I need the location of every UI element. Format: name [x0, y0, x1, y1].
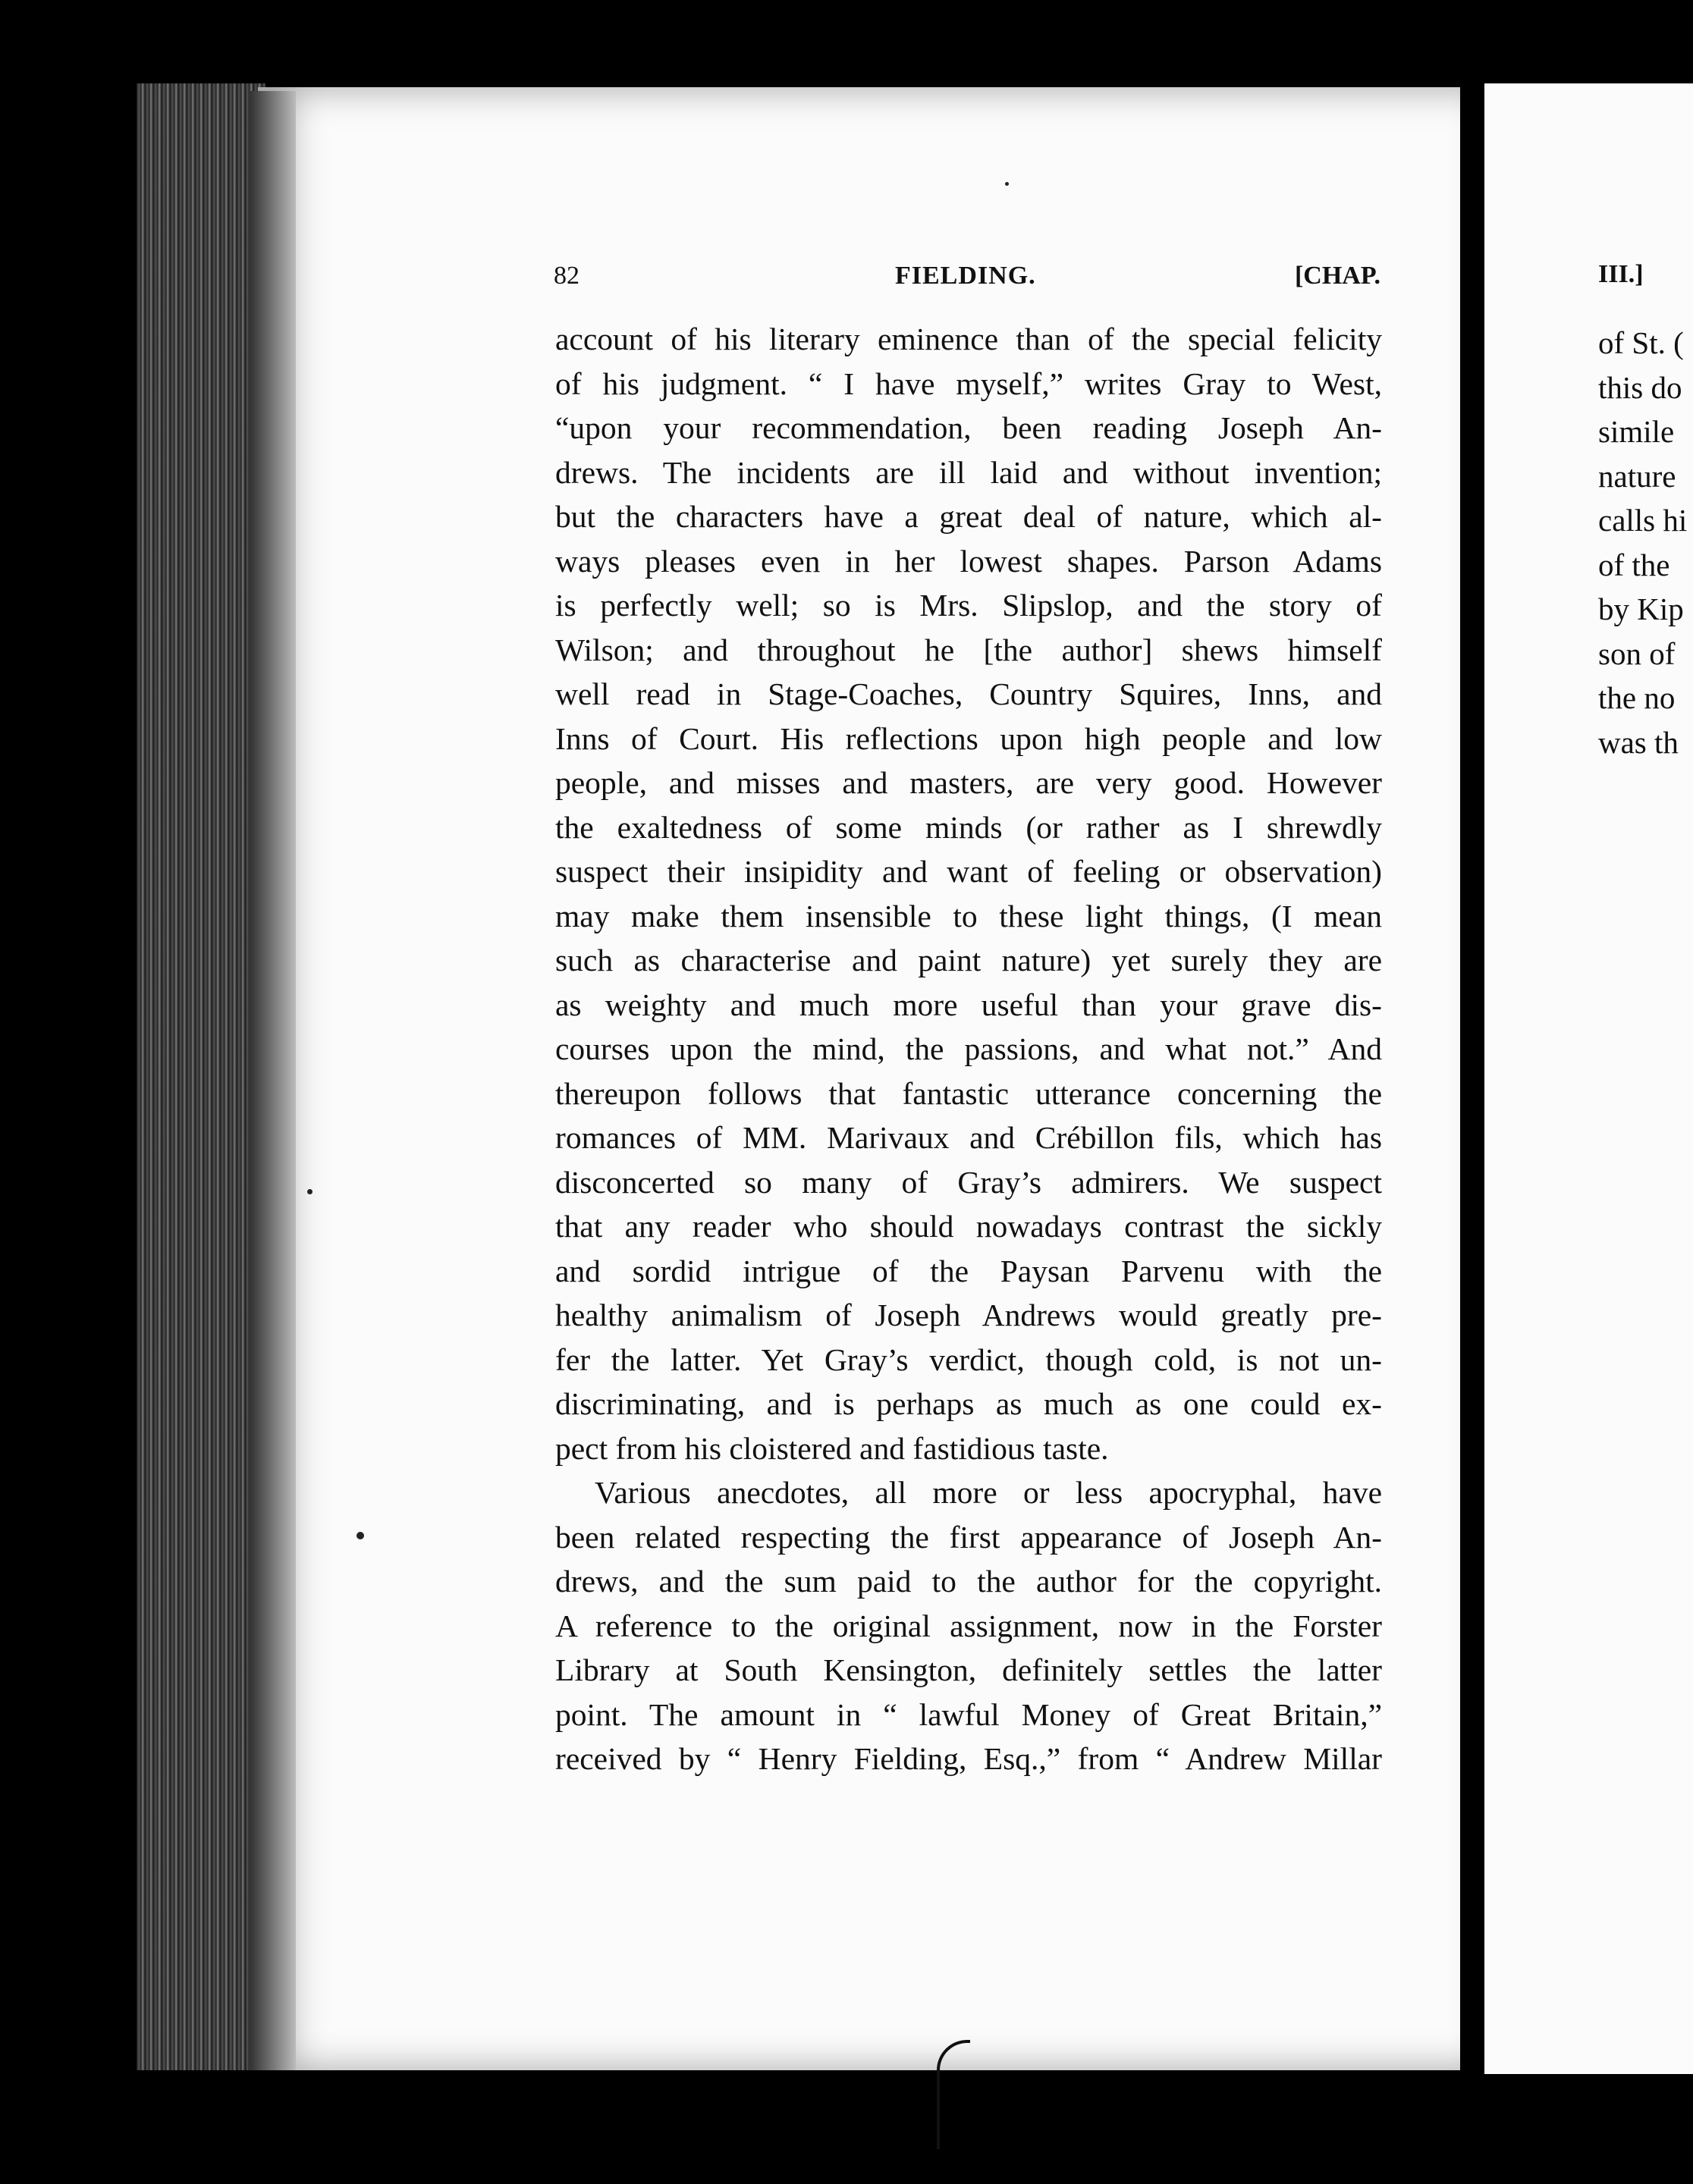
text-line: pect from his cloistered and fastidious taste. [555, 1430, 1109, 1466]
text-line: Wilson; and throughout he [the author] shews himself [555, 632, 1382, 667]
right-line: simile [1598, 414, 1675, 449]
text-line: Various anecdotes, all more or less apocryphal, have [595, 1475, 1382, 1510]
right-line: by Kip [1598, 592, 1684, 626]
text-line: A reference to the original assignment, now in the Forster [555, 1608, 1382, 1643]
text-line: courses upon the mind, the passions, and what not.” And [555, 1031, 1382, 1066]
page-header [554, 262, 1380, 300]
right-line: nature [1598, 458, 1676, 494]
text-line: and sordid intrigue of the Paysan Parvenu with the [555, 1253, 1382, 1288]
text-line: as weighty and much more useful than your grave dis- [555, 987, 1382, 1022]
text-line: may make them insensible to these light things, (I mean [555, 898, 1382, 934]
text-line: romances of MM. Marivaux and Crébillon fils, which has [555, 1120, 1382, 1155]
right-page [1484, 83, 1693, 2074]
body-text [555, 317, 1382, 1781]
scan-speck [357, 1532, 364, 1539]
text-line: fer the latter. Yet Gray’s verdict, though cold, is not un- [555, 1341, 1382, 1377]
text-line: “upon your recommendation, been reading Joseph An- [555, 410, 1382, 445]
right-running-head: III.] [1598, 260, 1644, 288]
text-line: point. The amount in “ lawful Money of Great Britain,” [555, 1696, 1382, 1732]
text-line: people, and misses and masters, are very good. However [555, 765, 1382, 800]
right-line: calls hi [1598, 503, 1688, 538]
right-line: of the [1598, 547, 1670, 582]
right-line: was th [1598, 724, 1679, 760]
text-line: account of his literary eminence than of the special felicity [555, 322, 1382, 356]
scan-speck [1005, 182, 1009, 186]
text-line: healthy animalism of Joseph Andrews would greatly pre- [555, 1298, 1382, 1332]
text-line: that any reader who should nowadays contrast the sickly [555, 1209, 1382, 1244]
text-line: received by “ Henry Fielding, Esq.,” from “ Andrew Millar [555, 1741, 1382, 1776]
text-line: of his judgment. “ I have myself,” writes Gray to West, [555, 366, 1382, 401]
text-line: Inns of Court. His reflections upon high people and low [555, 720, 1382, 756]
page-number: 82 [554, 262, 580, 290]
page-gutter [1460, 87, 1484, 2078]
book-page-edges [137, 83, 265, 2070]
text-line: Library at South Kensington, definitely settles the latter [555, 1652, 1382, 1687]
text-line: the exaltedness of some minds (or rather as I shrewdly [555, 809, 1382, 845]
text-line: thereupon follows that fantastic utterance concerning the [555, 1075, 1382, 1111]
text-line: but the characters have a great deal of nature, which al- [555, 499, 1382, 534]
text-line: disconcerted so many of Gray’s admirers. We suspect [555, 1164, 1382, 1200]
running-title: FIELDING. [895, 262, 1036, 290]
right-line: of St. ( [1598, 325, 1684, 360]
chapter-mark: [CHAP. [1294, 262, 1380, 290]
page-shadow [250, 91, 296, 2070]
right-line: the no [1598, 680, 1676, 715]
scan-speck [307, 1189, 313, 1194]
text-line: ways pleases even in her lowest shapes. Parson Adams [555, 543, 1382, 579]
text-line: suspect their insipidity and want of feeling or observation) [555, 854, 1382, 889]
text-line: been related respecting the first appearance of Joseph An- [555, 1519, 1382, 1555]
text-line: well read in Stage-Coaches, Country Squires, Inns, and [555, 676, 1382, 711]
text-line: such as characterise and paint nature) yet surely they are [555, 943, 1382, 977]
right-line: son of [1598, 635, 1676, 671]
text-line: discriminating, and is perhaps as much as one could ex- [555, 1386, 1382, 1421]
text-line: drews, and the sum paid to the author for the copyright. [555, 1564, 1382, 1599]
scan-mark-curl [937, 2040, 970, 2149]
right-page-text [1598, 321, 1687, 764]
right-line: this do [1598, 369, 1682, 405]
text-line: is perfectly well; so is Mrs. Slipslop, and the story of [555, 588, 1382, 623]
text-line: drews. The incidents are ill laid and without invention; [555, 454, 1382, 490]
